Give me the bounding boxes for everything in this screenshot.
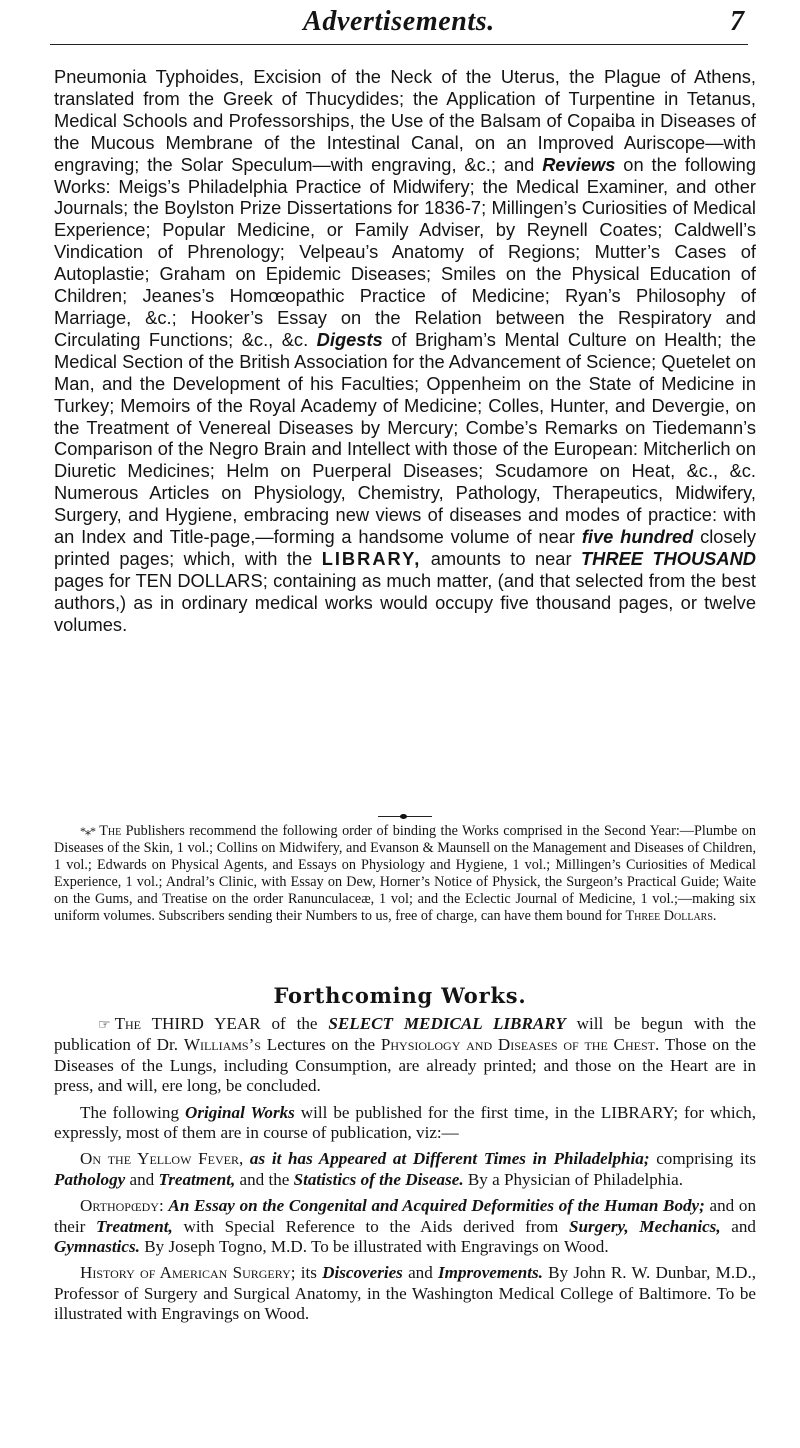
- surgery-history-entry: [54, 1263, 756, 1324]
- work-title: On the Yellow Fever,: [80, 1149, 244, 1169]
- emphasis-text: Treatment,: [158, 1169, 236, 1189]
- author-name: Williams’s: [183, 1035, 261, 1055]
- contents-text-part: of Brigham’s Mental Culture on Health; the Medical Section of the British Association for the Advancement of Science; Quetelet on Man, and the Development of his Faculties; Oppenheim on the State of Medicine in Turkey; Memoirs of the Royal Academy of Medicine; Colles, Hunter, and Devergie, on the Treatment of Venereal Diseases by Mercury; Combe’s Remarks on Tiedemann’s Comparison of the Negro Brain and Intellect with those of the European: Mitcherlich on Diuretic Medicines; Helm on Puerperal Diseases; Scudamore on Heat, &c., &c. Numerous Articles on Physiology, Chemistry, Pathology, Therapeutics, Midwifery, Surgery, and Hygiene, embracing new views of diseases and modes of practice: with an Index and Title-page,—forming a handsome volume of near: [54, 328, 756, 548]
- contents-text-part: Pneumonia Typhoides, Excision of the Neck of the Uterus, the Plague of Athens, translated from the Greek of Thucydides; the Application of Turpentine in Tetanus, Medical Schools and Professorships, the Use of the Balsam of Copaiba in Diseases of the Mucous Membrane of the Intestinal Canal, on an Improved Auriscope—with engraving; the Solar Speculum—with engraving, &c.; and: [54, 66, 756, 175]
- asterism-mark: *⁎*: [80, 824, 95, 838]
- third-year-paragraph: [54, 1014, 756, 1097]
- paragraph-lead: The: [114, 1014, 142, 1033]
- original-works-paragraph: [54, 1103, 756, 1144]
- section-divider: [378, 815, 432, 818]
- contents-text: [54, 66, 756, 636]
- paragraph-text: and: [720, 1216, 756, 1236]
- paragraph-text: and on their: [54, 1196, 756, 1236]
- forthcoming-section: [54, 1014, 756, 1331]
- emphasis-text: Surgery, Mechanics,: [569, 1216, 721, 1236]
- binding-note-lead: The: [95, 823, 122, 839]
- emphasis-text: THREE THOUSAND: [581, 547, 756, 569]
- emphasis-text: Pathology: [54, 1169, 126, 1189]
- contents-paragraph: [54, 66, 756, 636]
- emphasis-text: Treatment,: [96, 1216, 173, 1236]
- contents-text-part: on the following Works: Meigs’s Philadelphia Practice of Midwifery; the Medical Examiner, and other Journals; the Boylston Prize Dissertations for 1836-7; Millingen’s Curiosities of Medical Experience; Popular Medicine, or Family Adviser, by Reynell Coates; Caldwell’s Vindication of Phrenology; Velpeau’s Anatomy of Regions; Mutter’s Cases of Autoplastie; Graham on Epidemic Diseases; Smiles on the Physical Education of Children; Jeanes’s Homœopathic Practice of Medicine; Ryan’s Philosophy of Marriage, &c.; Hooker’s Essay on the Relation between the Respiratory and Circulating Functions; &c., &c.: [54, 153, 756, 350]
- emphasis-text: Statistics of the Disease.: [293, 1169, 464, 1189]
- emphasis-text: Original Works: [184, 1102, 295, 1122]
- emphasis-text: An Essay on the Congenital and Acquired Deformities of the Human Body;: [168, 1196, 705, 1216]
- emphasis-text: five hundred: [581, 526, 694, 548]
- contents-text-part: pages for TEN DOLLARS; containing as much matter, (and that selected from the best authors,) as in ordinary medical works would occupy five thousand pages, or twelve volumes.: [54, 569, 756, 635]
- forthcoming-heading: Forthcoming Works.: [273, 983, 527, 1008]
- contents-text-part: closely printed pages; which, with the: [54, 526, 756, 569]
- paragraph-text: will be published for the first time, in the LIBRARY; for which, expressly, most of them are in course of publication, viz:—: [54, 1102, 756, 1143]
- page-title: Advertisements.: [303, 6, 495, 37]
- page-number: 7: [730, 6, 744, 37]
- reviews-label: Reviews: [542, 153, 616, 175]
- contents-text-part: amounts to near: [421, 547, 581, 569]
- paragraph-text: :: [158, 1196, 169, 1216]
- emphasis-text: Discoveries: [322, 1263, 403, 1283]
- pointing-hand-icon: ☞: [98, 1017, 111, 1033]
- yellow-fever-entry: [54, 1149, 756, 1190]
- library-label: LIBRARY,: [321, 547, 422, 569]
- paragraph-text: THIRD YEAR of the: [141, 1014, 329, 1033]
- paragraph-text: Those on the Diseases of the Lungs, including Consumption, are already printed; and those on the Heart are in press, and will, ere long, be concluded.: [54, 1035, 756, 1096]
- paragraph-text: and: [402, 1263, 438, 1283]
- paragraph-text: and: [125, 1169, 159, 1189]
- emphasis-text: Gymnastics.: [54, 1237, 140, 1257]
- binding-note-body: Publishers recommend the following order of binding the Works comprised in the Second Year:—Plumbe on Diseases of the Skin, 1 vol.; Collins on Midwifery, and Evanson & Maunsell on the Management and Diseases of Children, 1 vol.; Edwards on Physical Agents, and Essays on Physiology and Hygiene, 1 vol.; Millingen’s Curiosities of Medical Experience, 1 vol.; Andral’s Clinic, with Essay on Dew, Horner’s Notice of Physick, the Surgeon’s Practical Guide; Waite on the Gums, and Treatise on the order Ranunculaceæ, 1 vol; and the Eclectic Journal of Medicine, 1 vol.;—making six uniform volumes. Subscribers sending their Numbers to us, free of charge, can have them bound for: [54, 823, 756, 924]
- paragraph-text: The following: [80, 1102, 185, 1122]
- lecture-subject: Physiology and Diseases of the Chest.: [380, 1035, 660, 1055]
- work-title: History of American Surgery: [80, 1263, 291, 1283]
- running-head: [50, 4, 748, 45]
- paragraph-text: will be begun with the publication of Dr.: [54, 1014, 756, 1055]
- emphasis-text: as it has Appeared at Different Times in Philadelphia;: [243, 1149, 650, 1169]
- paragraph-text: By John R. W. Dunbar, M.D., Professor of Surgery and Surgical Anatomy, in the Washington Medical College of Baltimore. To be illustrated with Engravings on Wood.: [54, 1263, 756, 1324]
- price-text: Three Dollars.: [625, 907, 717, 924]
- paragraph-text: By a Physician of Philadelphia.: [463, 1169, 683, 1189]
- paragraph-text: comprising its: [649, 1149, 756, 1169]
- paragraph-text: and the: [235, 1169, 294, 1189]
- paragraph-text: with Special Reference to the Aids derived from: [172, 1216, 570, 1236]
- work-title: Orthopœdy: [80, 1196, 159, 1216]
- paragraph-text: By Joseph Togno, M.D. To be illustrated with Engravings on Wood.: [139, 1237, 609, 1257]
- binding-note: [54, 823, 756, 924]
- binding-note-text: [54, 823, 756, 924]
- emphasis-text: Improvements.: [438, 1263, 543, 1283]
- library-title: SELECT MEDICAL LIBRARY: [328, 1014, 566, 1033]
- digests-label: Digests: [316, 328, 383, 350]
- paragraph-text: Lectures on the: [260, 1035, 381, 1055]
- orthopaedy-entry: [54, 1196, 756, 1257]
- paragraph-text: ; its: [290, 1263, 323, 1283]
- divider-ornament: [400, 814, 407, 819]
